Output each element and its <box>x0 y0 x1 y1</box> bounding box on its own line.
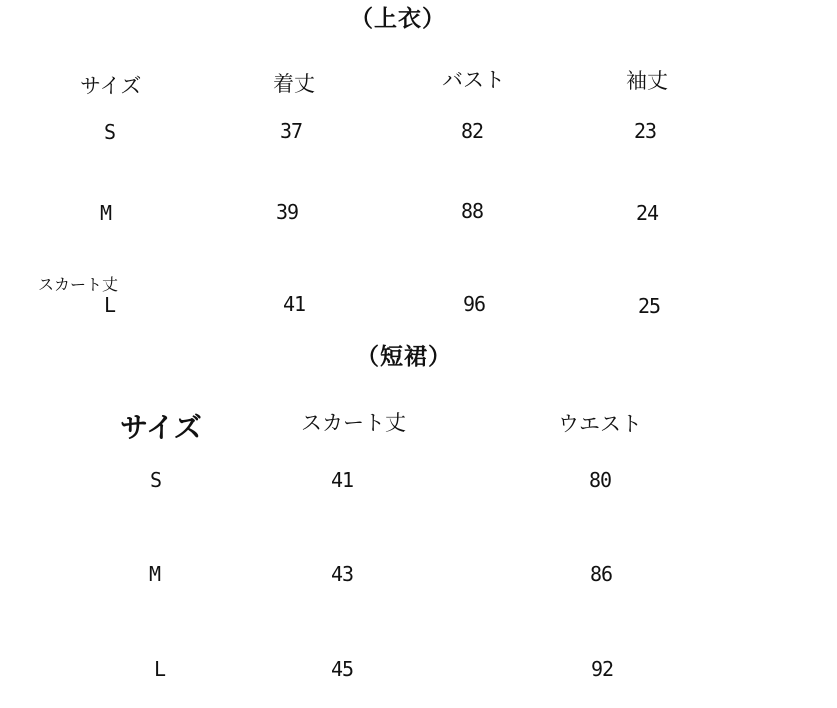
tops-title: （上衣） <box>350 6 446 32</box>
skirt-header-size: サイズ <box>120 411 202 444</box>
skirt-cell-waist: 86 <box>590 562 613 586</box>
tops-cell-size: M <box>100 201 112 225</box>
skirt-header-skirt-length: スカート丈 <box>301 411 406 435</box>
skirt-cell-waist: 92 <box>591 657 614 681</box>
skirt-title: （短裙） <box>356 344 452 370</box>
skirt-cell-size: M <box>149 562 161 586</box>
tops-cell-length: 39 <box>276 200 299 224</box>
tops-cell-length: 41 <box>283 292 306 316</box>
tops-cell-bust: 82 <box>461 119 484 143</box>
tops-cell-size: S <box>104 120 116 144</box>
skirt-cell-skirt-length: 43 <box>331 562 354 586</box>
skirt-header-waist: ウエスト <box>558 412 642 436</box>
tops-cell-length: 37 <box>280 119 303 143</box>
tops-cell-bust: 96 <box>463 292 486 316</box>
tops-cell-sleeve: 24 <box>636 201 659 225</box>
skirt-cell-size: L <box>154 657 166 681</box>
skirt-cell-skirt-length: 45 <box>331 657 354 681</box>
tops-header-length: 着丈 <box>273 72 315 96</box>
tops-cell-size: L <box>104 293 116 317</box>
skirt-cell-size: S <box>150 468 162 492</box>
tops-cell-sleeve: 23 <box>634 119 657 143</box>
tops-note-skirt-length: スカート丈 <box>38 275 119 294</box>
tops-header-bust: バスト <box>442 68 505 92</box>
tops-cell-sleeve: 25 <box>638 294 661 318</box>
tops-cell-bust: 88 <box>461 199 484 223</box>
skirt-cell-skirt-length: 41 <box>331 468 354 492</box>
tops-header-size: サイズ <box>80 74 142 98</box>
skirt-cell-waist: 80 <box>589 468 612 492</box>
tops-header-sleeve: 袖丈 <box>626 69 668 93</box>
